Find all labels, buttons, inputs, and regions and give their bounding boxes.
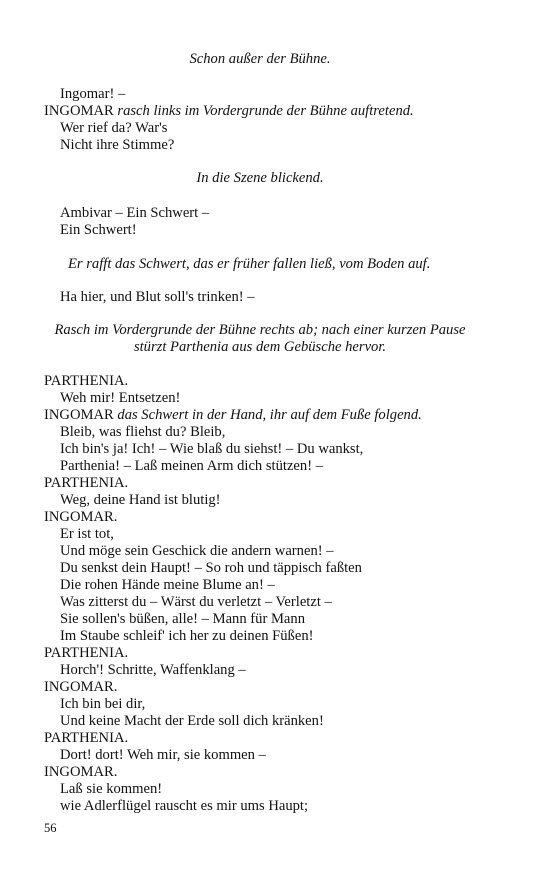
speaker-line [44,103,414,120]
speaker-name: INGOMAR. [44,509,118,525]
speaker-name: PARTHENIA. [44,730,129,746]
stage-direction: Rasch im Vordergrunde der Bühne rechts ab; nach einer kurzen Pause stürzt Parthenia aus dem Gebüsche hervor. [54,322,466,355]
speaker-name: INGOMAR [44,103,114,119]
verse-line: Ambivar – Ein Schwert – [60,205,210,221]
inline-stage-direction: rasch links im Vordergrunde der Bühne auftretend. [117,103,414,119]
stage-direction: Er rafft das Schwert, das er früher fallen ließ, vom Boden auf. [68,256,431,272]
speaker-name: INGOMAR [44,407,114,423]
verse-line: Er ist tot, [60,526,114,542]
verse-line: Parthenia! – Laß meinen Arm dich stützen! – [60,458,324,474]
verse-line: Ich bin's ja! Ich! – Wie blaß du siehst! – Du wankst, [60,441,364,457]
verse-line: Die rohen Hände meine Blume an! – [60,577,275,593]
verse-line: wie Adlerflügel rauscht es mir ums Haupt; [60,798,309,814]
verse-line: Du senkst dein Haupt! – So roh und täppisch faßten [60,560,362,576]
speaker-name: INGOMAR. [44,764,118,780]
inline-stage-direction: das Schwert in der Hand, ihr auf dem Fuße folgend. [117,407,422,423]
verse-line: Was zitterst du – Wärst du verletzt – Verletzt – [60,594,332,610]
stage-direction: In die Szene blickend. [196,170,324,186]
verse-line: Wer rief da? War's [60,120,168,136]
speaker-name: PARTHENIA. [44,645,129,661]
verse-line: Im Staube schleif' ich her zu deinen Füßen! [60,628,314,644]
verse-line: Horch'! Schritte, Waffenklang – [60,662,246,678]
verse-line: Dort! dort! Weh mir, sie kommen – [60,747,266,763]
verse-line: Ha hier, und Blut soll's trinken! – [60,289,255,305]
verse-line: Weg, deine Hand ist blutig! [60,492,221,508]
verse-line: Ingomar! – [60,86,126,102]
stage-direction: Schon außer der Bühne. [189,51,331,67]
speaker-line [44,407,422,424]
page-number: 56 [44,821,57,835]
verse-line: Weh mir! Entsetzen! [60,390,181,406]
speaker-name: PARTHENIA. [44,475,129,491]
speaker-name: INGOMAR. [44,679,118,695]
verse-line: Nicht ihre Stimme? [60,137,175,153]
verse-line: Laß sie kommen! [60,781,163,797]
verse-line: Ein Schwert! [60,222,137,238]
verse-line: Und möge sein Geschick die andern warnen! – [60,543,334,559]
speaker-name: PARTHENIA. [44,373,129,389]
verse-line: Und keine Macht der Erde soll dich kränken! [60,713,324,729]
verse-line: Sie sollen's büßen, alle! – Mann für Mann [60,611,306,627]
verse-line: Bleib, was fliehst du? Bleib, [60,424,226,440]
verse-line: Ich bin bei dir, [60,696,146,712]
